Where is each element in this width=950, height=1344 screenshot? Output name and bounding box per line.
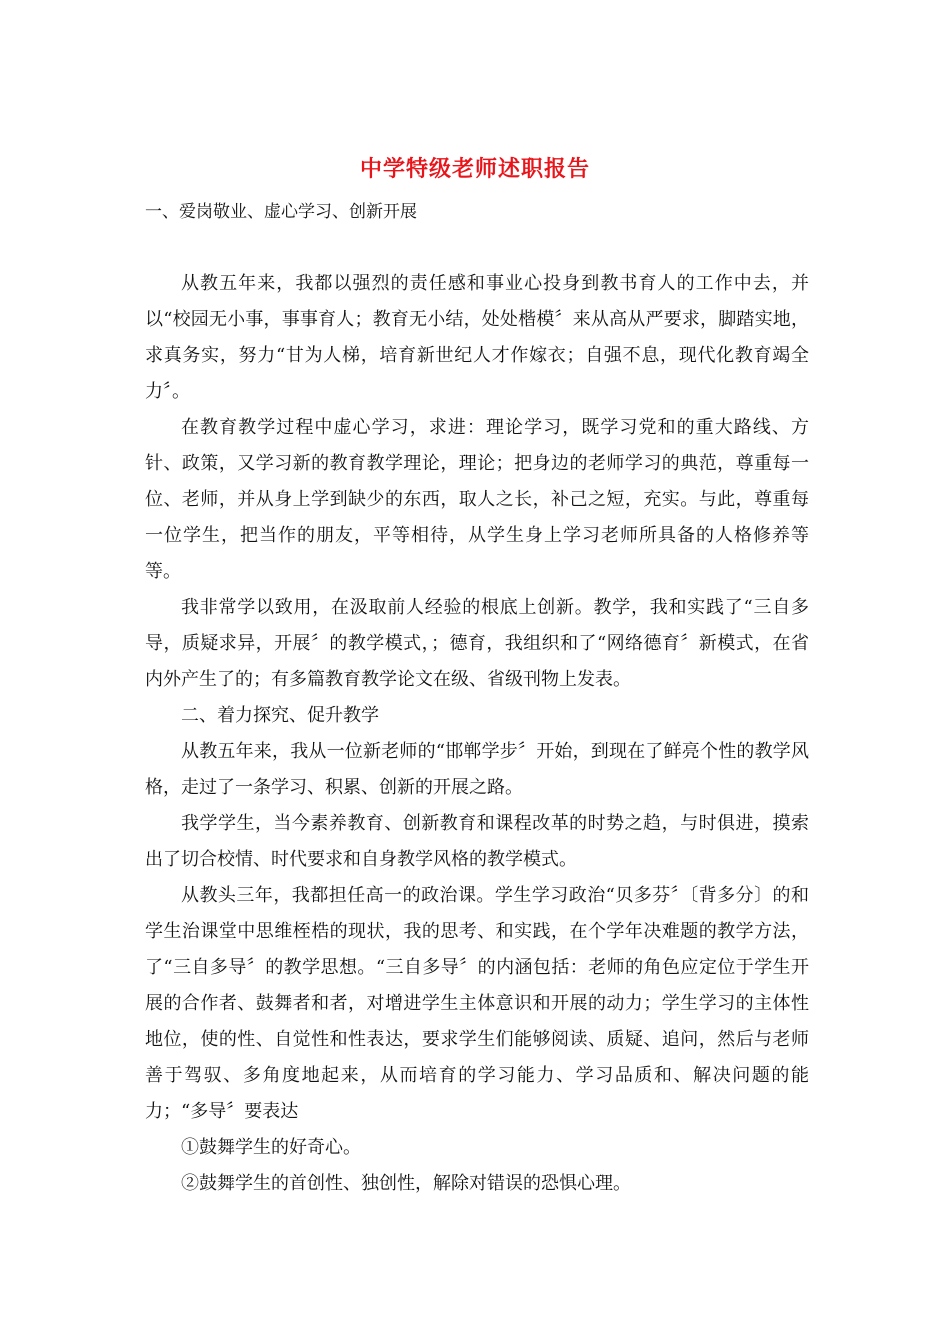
paragraph: 从教五年来，我都以强烈的责任感和事业心投身到教书育人的工作中去，并以“校园无小事，事事育人；教育无小结，处处楷模〞来从高从严要求，脚踏实地，求真务实，努力“甘为人梯，培育新世纪人才作嫁衣；自强不息，现代化教育竭全力〞。 bbox=[145, 273, 809, 402]
list-item: ②鼓舞学生的首创性、独创性，解除对错误的恐惧心理。 bbox=[181, 1173, 631, 1194]
section-heading-2: 二、着力探究、促升教学 bbox=[181, 705, 379, 726]
paragraph: 我非常学以致用，在汲取前人经验的根底上创新。教学，我和实践了“三自多导，质疑求异，开展〞的教学模式，；德育，我组织和了“网络德育〞新模式，在省内外产生了的；有多篇教育教学论文在级、省级刊物上发表。 bbox=[145, 597, 809, 690]
paragraph: 从教五年来，我从一位新老师的“邯郸学步〞开始，到现在了鲜亮个性的教学风格，走过了一条学习、积累、创新的开展之路。 bbox=[145, 741, 809, 798]
section-heading-1: 一、爱岗敬业、虚心学习、创新开展 bbox=[145, 202, 417, 222]
paragraph: 在教育教学过程中虚心学习，求进：理论学习，既学习党和的重大路线、方针、政策，又学习新的教育教学理论，理论；把身边的老师学习的典范，尊重每一位、老师，并从身上学到缺少的东西，取人之长，补己之短，充实。与此，尊重每一位学生，把当作的朋友，平等相待，从学生身上学习老师所具备的人格修养等等。 bbox=[145, 417, 809, 582]
document-body bbox=[145, 266, 809, 1202]
document-title: 中学特级老师述职报告 bbox=[359, 157, 590, 182]
list-item: ①鼓舞学生的好奇心。 bbox=[181, 1137, 361, 1158]
paragraph: 我学学生，当今素养教育、创新教育和课程改革的时势之趋，与时俱进，摸索出了切合校情、时代要求和自身教学风格的教学模式。 bbox=[145, 813, 809, 870]
paragraph: 从教头三年，我都担任高一的政治课。学生学习政治“贝多芬〞〔背多分〕的和学生治课堂中思维桎梏的现状，我的思考、和实践，在个学年决难题的教学方法，了“三自多导〞的教学思想。“三自多导〞的内涵包括：老师的角色应定位于学生开展的合作者、鼓舞者和者，对增进学生主体意识和开展的动力；学生学习的主体性地位，使的性、自觉性和性表达，要求学生们能够阅读、质疑、追问，然后与老师善于驾驭、多角度地起来，从而培育的学习能力、学习品质和、解决问题的能力；“多导〞要表达 bbox=[145, 885, 809, 1122]
